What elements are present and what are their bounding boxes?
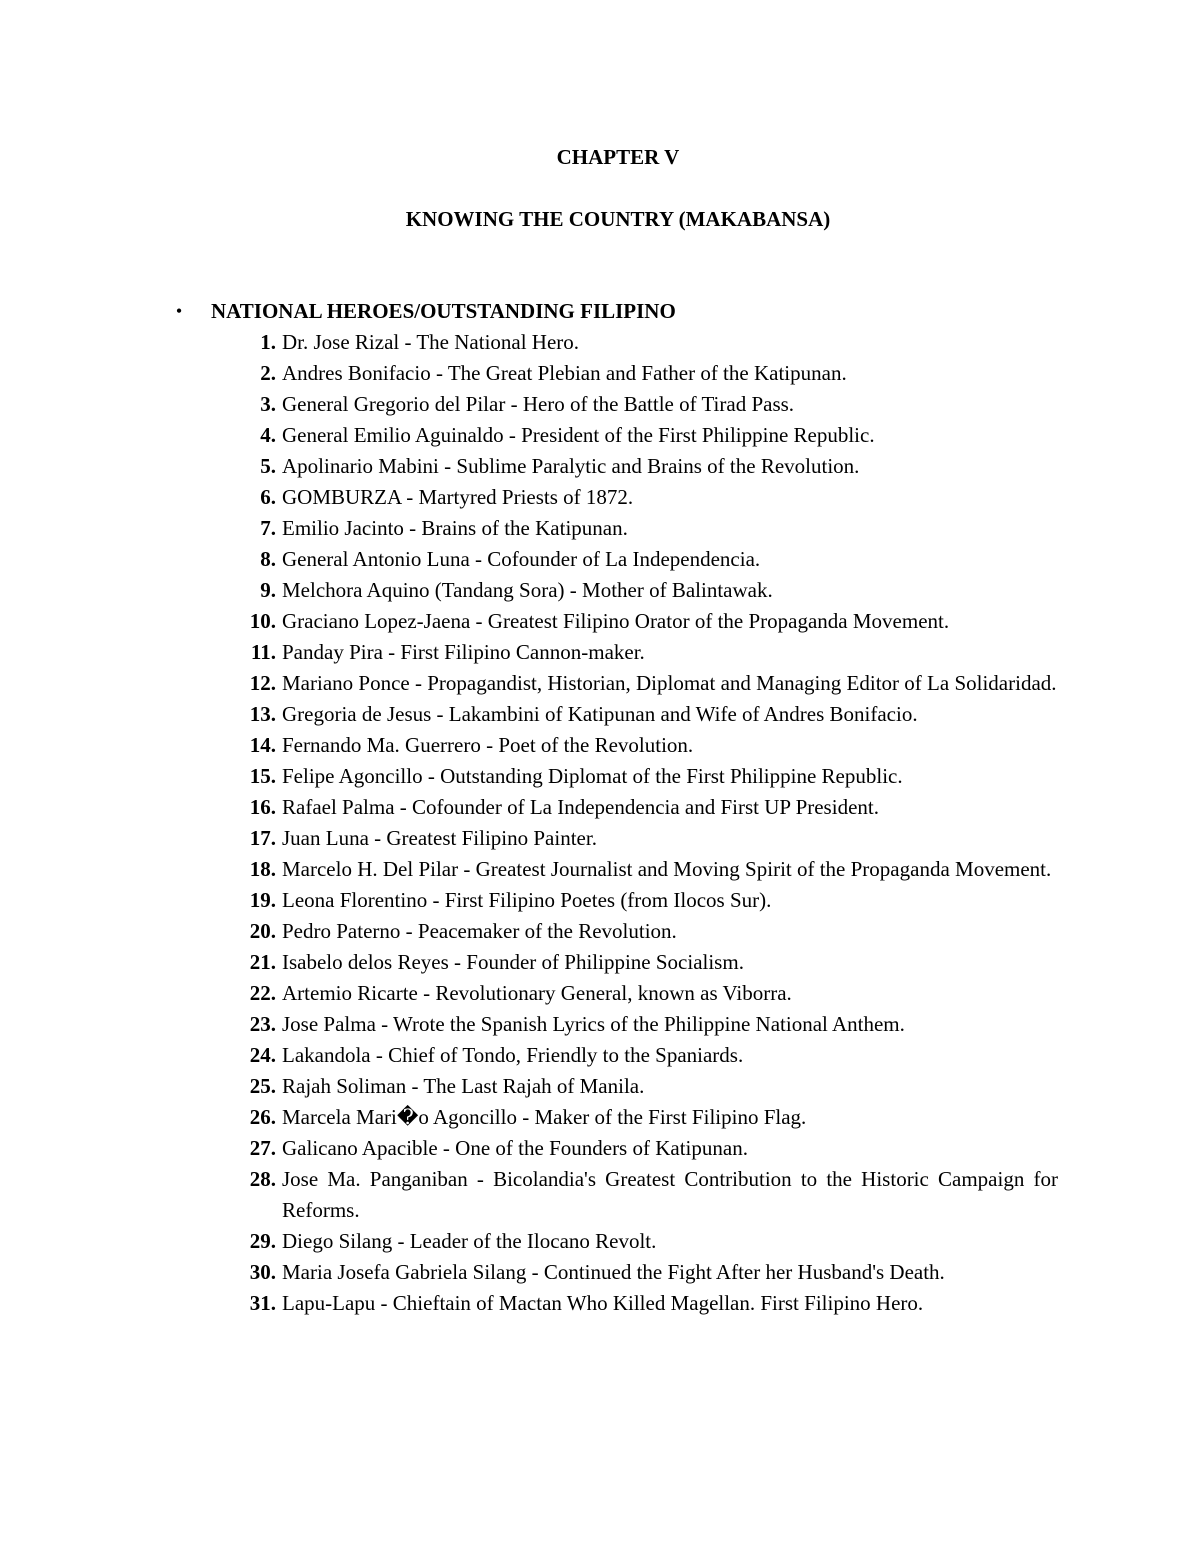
list-item-text: Diego Silang - Leader of the Ilocano Revolt. [282, 1229, 657, 1253]
list-item-number: 3. [260, 392, 276, 416]
list-item-text: Rajah Soliman - The Last Rajah of Manila. [282, 1074, 645, 1098]
list-item-text: Panday Pira - First Filipino Cannon-maker. [282, 640, 645, 664]
list-item-number: 14. [249, 733, 276, 757]
list-item [172, 978, 1058, 1009]
list-item-number: 25. [249, 1074, 276, 1098]
list-item-number: 23. [249, 1012, 276, 1036]
list-item-number: 18. [249, 857, 276, 881]
list-item [172, 389, 1058, 420]
list-item-text: Marcela Mari�o Agoncillo - Maker of the First Filipino Flag. [282, 1105, 807, 1129]
list-item [172, 761, 1058, 792]
list-item [172, 854, 1058, 885]
list-item [172, 575, 1058, 606]
list-item-text: Artemio Ricarte - Revolutionary General, known as Viborra. [282, 981, 792, 1005]
list-item [172, 792, 1058, 823]
list-item [172, 823, 1058, 854]
list-item-text: Pedro Paterno - Peacemaker of the Revolution. [282, 919, 677, 943]
section-heading [172, 296, 1072, 327]
bullet-icon: • [176, 303, 182, 320]
list-item-number: 30. [249, 1260, 276, 1284]
list-item-number: 9. [260, 578, 276, 602]
list-item-number: 2. [260, 361, 276, 385]
list-item-number: 10. [249, 609, 276, 633]
section-heading-text: NATIONAL HEROES/OUTSTANDING FILIPINO [211, 299, 676, 323]
list-item [172, 916, 1058, 947]
list-item [172, 1257, 1058, 1288]
list-item-number: 16. [249, 795, 276, 819]
list-item-number: 29. [249, 1229, 276, 1253]
list-item-number: 24. [249, 1043, 276, 1067]
list-item-number: 5. [260, 454, 276, 478]
list-item-number: 17. [249, 826, 276, 850]
list-item-number: 6. [260, 485, 276, 509]
list-item-text: Felipe Agoncillo - Outstanding Diplomat of the First Philippine Republic. [282, 764, 903, 788]
list-item-text: Galicano Apacible - One of the Founders of Katipunan. [282, 1136, 748, 1160]
list-item-text: Juan Luna - Greatest Filipino Painter. [282, 826, 597, 850]
list-item-text: Maria Josefa Gabriela Silang - Continued the Fight After her Husband's Death. [282, 1260, 945, 1284]
list-item [172, 327, 1058, 358]
list-item-number: 26. [249, 1105, 276, 1129]
list-item [172, 544, 1058, 575]
list-item-text: General Gregorio del Pilar - Hero of the Battle of Tirad Pass. [282, 392, 795, 416]
chapter-title: CHAPTER V [556, 145, 680, 169]
list-item [172, 730, 1058, 761]
list-item-text: Marcelo H. Del Pilar - Greatest Journalist and Moving Spirit of the Propaganda Movement. [282, 857, 1052, 881]
list-item [172, 482, 1058, 513]
list-item-number: 27. [249, 1136, 276, 1160]
list-item [172, 637, 1058, 668]
list-item [172, 1164, 1058, 1226]
list-item-text: Melchora Aquino (Tandang Sora) - Mother of Balintawak. [282, 578, 773, 602]
list-item [172, 1102, 1058, 1133]
heroes-section [172, 296, 1072, 1319]
list-item-number: 8. [260, 547, 276, 571]
list-item-text: Jose Palma - Wrote the Spanish Lyrics of the Philippine National Anthem. [282, 1012, 905, 1036]
list-item [172, 358, 1058, 389]
list-item-number: 11. [250, 640, 276, 664]
list-item-number: 12. [249, 671, 276, 695]
list-item [172, 1226, 1058, 1257]
list-item [172, 1288, 1058, 1319]
list-item [172, 451, 1058, 482]
list-item-text: Apolinario Mabini - Sublime Paralytic and Brains of the Revolution. [282, 454, 860, 478]
list-item-text: Emilio Jacinto - Brains of the Katipunan. [282, 516, 628, 540]
chapter-subtitle: KNOWING THE COUNTRY (MAKABANSA) [405, 207, 831, 231]
list-item-text: Jose Ma. Panganiban - Bicolandia's Greatest Contribution to the Historic Campaign for Reforms. [282, 1167, 1058, 1222]
list-item-text: Leona Florentino - First Filipino Poetes (from Ilocos Sur). [282, 888, 772, 912]
list-item-text: Isabelo delos Reyes - Founder of Philippine Socialism. [282, 950, 744, 974]
list-item [172, 1040, 1058, 1071]
list-item [172, 1071, 1058, 1102]
list-item [172, 699, 1058, 730]
list-item-text: Gregoria de Jesus - Lakambini of Katipunan and Wife of Andres Bonifacio. [282, 702, 918, 726]
list-item-text: Lakandola - Chief of Tondo, Friendly to the Spaniards. [282, 1043, 744, 1067]
list-item-number: 22. [249, 981, 276, 1005]
list-item-text: GOMBURZA - Martyred Priests of 1872. [282, 485, 634, 509]
list-item-number: 1. [260, 330, 276, 354]
list-item [172, 513, 1058, 544]
list-item [172, 885, 1058, 916]
list-item-text: General Antonio Luna - Cofounder of La Independencia. [282, 547, 761, 571]
list-item-number: 4. [260, 423, 276, 447]
list-item [172, 420, 1058, 451]
list-item [172, 606, 1058, 637]
list-item-number: 7. [260, 516, 276, 540]
list-item-number: 21. [249, 950, 276, 974]
list-item-number: 15. [249, 764, 276, 788]
list-item-number: 13. [249, 702, 276, 726]
list-item-text: Graciano Lopez-Jaena - Greatest Filipino Orator of the Propaganda Movement. [282, 609, 950, 633]
list-item [172, 947, 1058, 978]
list-item-number: 20. [249, 919, 276, 943]
list-item [172, 1133, 1058, 1164]
list-item [172, 1009, 1058, 1040]
hero-list [172, 327, 1072, 1319]
list-item-text: Andres Bonifacio - The Great Plebian and Father of the Katipunan. [282, 361, 847, 385]
list-item-text: General Emilio Aguinaldo - President of the First Philippine Republic. [282, 423, 875, 447]
list-item-text: Rafael Palma - Cofounder of La Independencia and First UP President. [282, 795, 879, 819]
list-item-number: 28. [249, 1167, 276, 1191]
list-item-number: 19. [249, 888, 276, 912]
list-item-text: Mariano Ponce - Propagandist, Historian, Diplomat and Managing Editor of La Solidaridad. [282, 671, 1057, 695]
list-item-text: Lapu-Lapu - Chieftain of Mactan Who Killed Magellan. First Filipino Hero. [282, 1291, 924, 1315]
list-item-text: Dr. Jose Rizal - The National Hero. [282, 330, 580, 354]
list-item [172, 668, 1058, 699]
list-item-number: 31. [249, 1291, 276, 1315]
list-item-text: Fernando Ma. Guerrero - Poet of the Revolution. [282, 733, 694, 757]
